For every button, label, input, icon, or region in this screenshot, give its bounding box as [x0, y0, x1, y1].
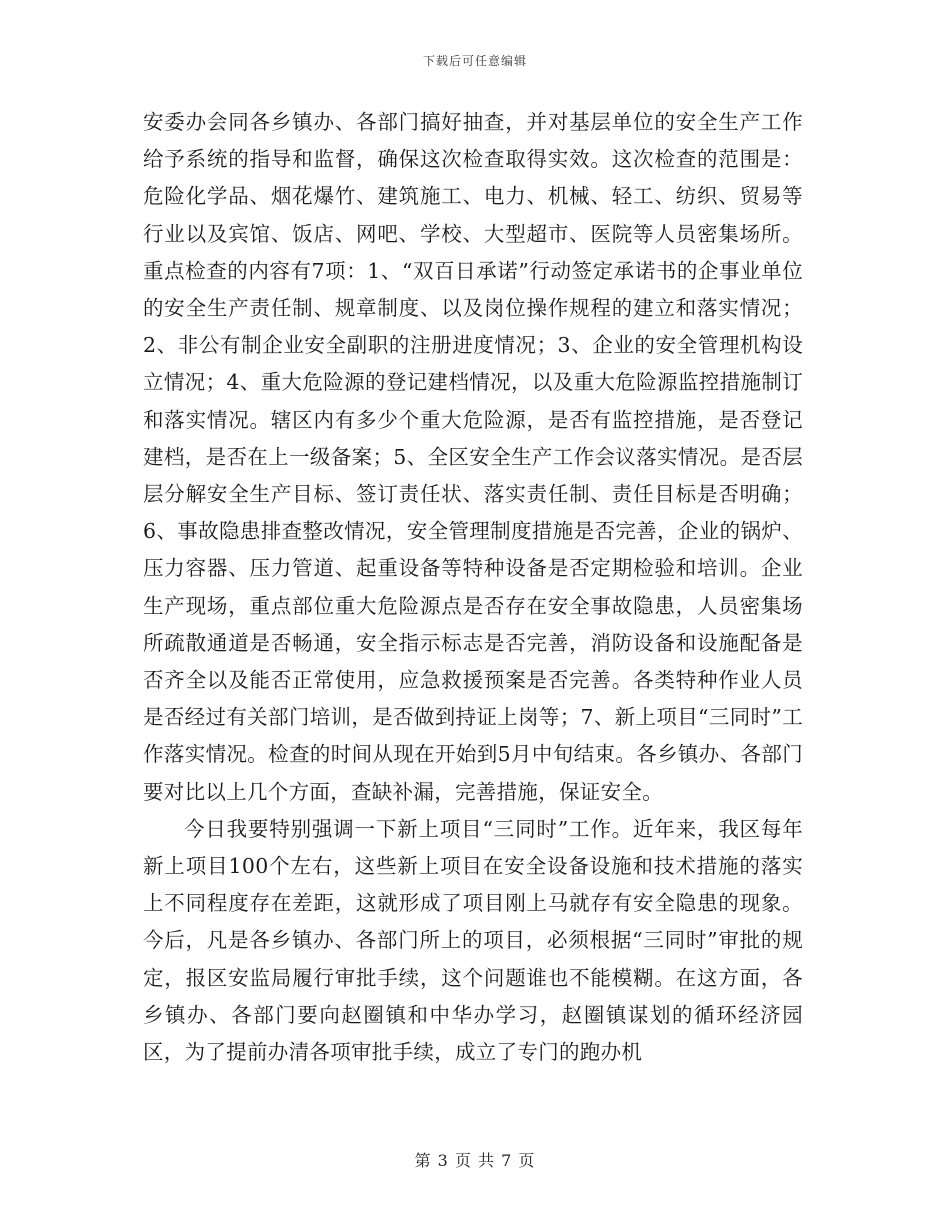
page-header-note: 下载后可任意编辑: [422, 54, 527, 68]
paragraph-three-simultaneous: 今日我要特别强调一下新上项目“三同时”工作。近年来，我区每年新上项目100个左右，这些新上项目在安全设备设施和技术措施的落实上不同程度存在差距，这就形成了项目刚上马就存有安全隐患的现象。今后，凡是各乡镇办、各部门所上的项目，必须根据“三同时”审批的规定，报区安监局履行审批手续，这个问题谁也不能模糊。在这方面，各乡镇办、各部门要向赵圈镇和中华办学习，赵圈镇谋划的循环经济园区，为了提前办清各项审批手续，成立了专门的跑办机: [143, 816, 803, 1065]
paragraph-inspection-scope: 安委办会同各乡镇办、各部门搞好抽查，并对基层单位的安全生产工作给予系统的指导和监督，确保这次检查取得实效。这次检查的范围是：危险化学品、烟花爆竹、建筑施工、电力、机械、轻工、纺织、贸易等行业以及宾馆、饭店、网吧、学校、大型超市、医院等人员密集场所。重点检查的内容有7项：1、“双百日承诺”行动签定承诺书的企事业单位的安全生产责任制、规章制度、以及岗位操作规程的建立和落实情况；2、非公有制企业安全副职的注册进度情况；3、企业的安全管理机构设立情况；4、重大危险源的登记建档情况，以及重大危险源监控措施制订和落实情况。辖区内有多少个重大危险源，是否有监控措施，是否登记建档，是否在上一级备案；5、全区安全生产工作会议落实情况。是否层层分解安全生产目标、签订责任状、落实责任制、责任目标是否明确；6、事故隐患排查整改情况，安全管理制度措施是否完善，企业的锅炉、压力容器、压力管道、起重设备等特种设备是否定期检验和培训。企业生产现场，重点部位重大危险源点是否存在安全事故隐患，人员密集场所疏散通道是否畅通，安全指示标志是否完善，消防设备和设施配备是否齐全以及能否正常使用，应急救援预案是否完善。各类特种作业人员是否经过有关部门培训，是否做到持证上岗等；7、新上项目“三同时”工作落实情况。检查的时间从现在开始到5月中旬结束。各乡镇办、各部门要对比以上几个方面，查缺补漏，完善措施，保证安全。: [143, 110, 803, 804]
page-number: 第 3 页 共 7 页: [414, 1151, 536, 1170]
document-body: [143, 104, 803, 1071]
